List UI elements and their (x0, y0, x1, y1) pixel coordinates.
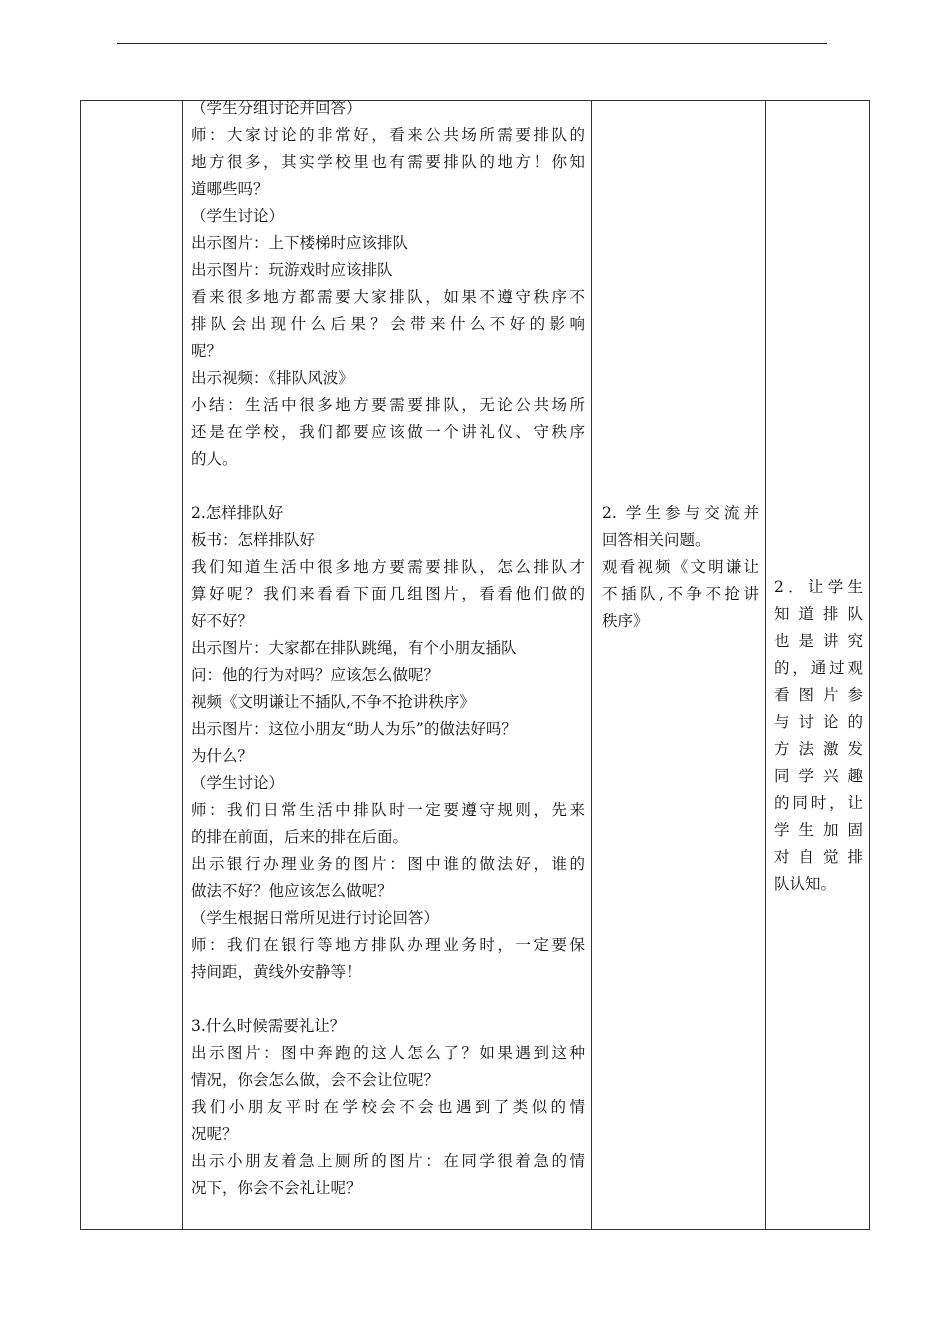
text-line: 况下，你会不会礼让呢？ (191, 1179, 362, 1197)
text-line: 出示图片：大家都在排队跳绳，有个小朋友插队 (191, 639, 517, 657)
text-line: 出示图片：图中奔跑的这人怎么了？如果遇到这种 (191, 1044, 585, 1062)
text-line: （学生讨论） (191, 207, 285, 225)
text-line: 的排在前面，后来的排在后面。 (191, 828, 409, 846)
text-line: 师：我们在银行等地方排队办理业务时，一定要保 (191, 936, 585, 954)
lesson-plan-table (80, 100, 870, 1230)
text-line: 出示视频：《排队风波》 (191, 369, 354, 387)
text-line: 的，通过观 (774, 659, 863, 677)
text-line: 视频《文明谦让不插队,不争不抢讲秩序》 (191, 693, 475, 711)
text-line: 2．让学生 (774, 578, 863, 596)
text-line: 为什么？ (191, 747, 254, 765)
text-line: 对 自 觉 排 (774, 848, 863, 866)
text-line: 板书：怎样排队好 (191, 531, 316, 549)
text-line: 还是在学校，我们都要应该做一个讲礼仪、守秩序 (191, 423, 585, 441)
text-line: 好不好？ (191, 612, 254, 630)
text-line: 队认知。 (774, 875, 837, 893)
text-line: （学生根据日常所见进行讨论回答） (191, 909, 440, 927)
blank-line (191, 986, 585, 1013)
text-line: 算好呢？我们来看看下面几组图片，看看他们做的 (191, 585, 585, 603)
text-line: 也 是 讲 究 (774, 632, 863, 650)
teaching-content-text (191, 95, 585, 1202)
text-line: 不插队,不争不抢讲 (602, 585, 759, 603)
text-line: 出示图片：玩游戏时应该排队 (191, 261, 393, 279)
column-student-activity (592, 101, 766, 1229)
text-line: 出示银行办理业务的图片：图中谁的做法好，谁的 (191, 855, 585, 873)
text-line: 做法不好？他应该怎么做呢？ (191, 882, 393, 900)
column-design-intent (766, 101, 871, 1229)
text-line: 小结：生活中很多地方要需要排队，无论公共场所 (191, 396, 585, 414)
text-line: 道哪些吗？ (191, 180, 269, 198)
text-line: 2. 学生参与交流并 (602, 504, 759, 522)
text-line: 2.怎样排队好 (191, 504, 284, 522)
text-line: 我们小朋友平时在学校会不会也遇到了类似的情 (191, 1098, 585, 1116)
text-line: 同 学 兴 趣 (774, 767, 863, 785)
text-line: 学 生 加 固 (774, 821, 863, 839)
text-line: 看来很多地方都需要大家排队，如果不遵守秩序不 (191, 288, 585, 306)
text-line: 我们知道生活中很多地方要需要排队，怎么排队才 (191, 558, 585, 576)
column-teaching-content (183, 101, 592, 1229)
text-line: 呢？ (191, 342, 223, 360)
text-line: 秩序》 (602, 612, 649, 630)
text-line: 出示小朋友着急上厕所的图片：在同学很着急的情 (191, 1152, 585, 1170)
text-line: 出示图片：这位小朋友“助人为乐”的做法好吗？ (191, 720, 517, 738)
text-line: （学生分组讨论并回答） (191, 99, 362, 117)
design-intent-text (774, 574, 863, 898)
text-line: 的人。 (191, 450, 238, 468)
text-line: 看 图 片 参 (774, 686, 863, 704)
text-line: 出示图片：上下楼梯时应该排队 (191, 234, 409, 252)
text-line: 师：我们日常生活中排队时一定要遵守规则，先来 (191, 801, 585, 819)
text-line: 况呢？ (191, 1125, 238, 1143)
text-line: 回答相关问题。 (602, 531, 711, 549)
text-line: 排队会出现什么后果？会带来什么不好的影响 (191, 315, 585, 333)
text-line: 与 讨 论 的 (774, 713, 863, 731)
text-line: 方 法 激 发 (774, 740, 863, 758)
text-line: 问：他的行为对吗？应该怎么做呢？ (191, 666, 440, 684)
blank-line (191, 473, 585, 500)
text-line: 持间距，黄线外安静等！ (191, 963, 362, 981)
text-line: （学生讨论） (191, 774, 285, 792)
text-line: 的同时，让 (774, 794, 863, 812)
page-header-rule (117, 43, 827, 44)
text-line: 观看视频《文明谦让 (602, 558, 759, 576)
text-line: 地方很多，其实学校里也有需要排队的地方！你知 (191, 153, 585, 171)
column-stage (81, 101, 183, 1229)
text-line: 情况，你会怎么做，会不会让位呢？ (191, 1071, 440, 1089)
text-line: 3.什么时候需要礼让？ (191, 1017, 346, 1035)
student-activity-text (602, 500, 759, 635)
text-line: 知 道 排 队 (774, 605, 863, 623)
text-line: 师：大家讨论的非常好，看来公共场所需要排队的 (191, 126, 585, 144)
